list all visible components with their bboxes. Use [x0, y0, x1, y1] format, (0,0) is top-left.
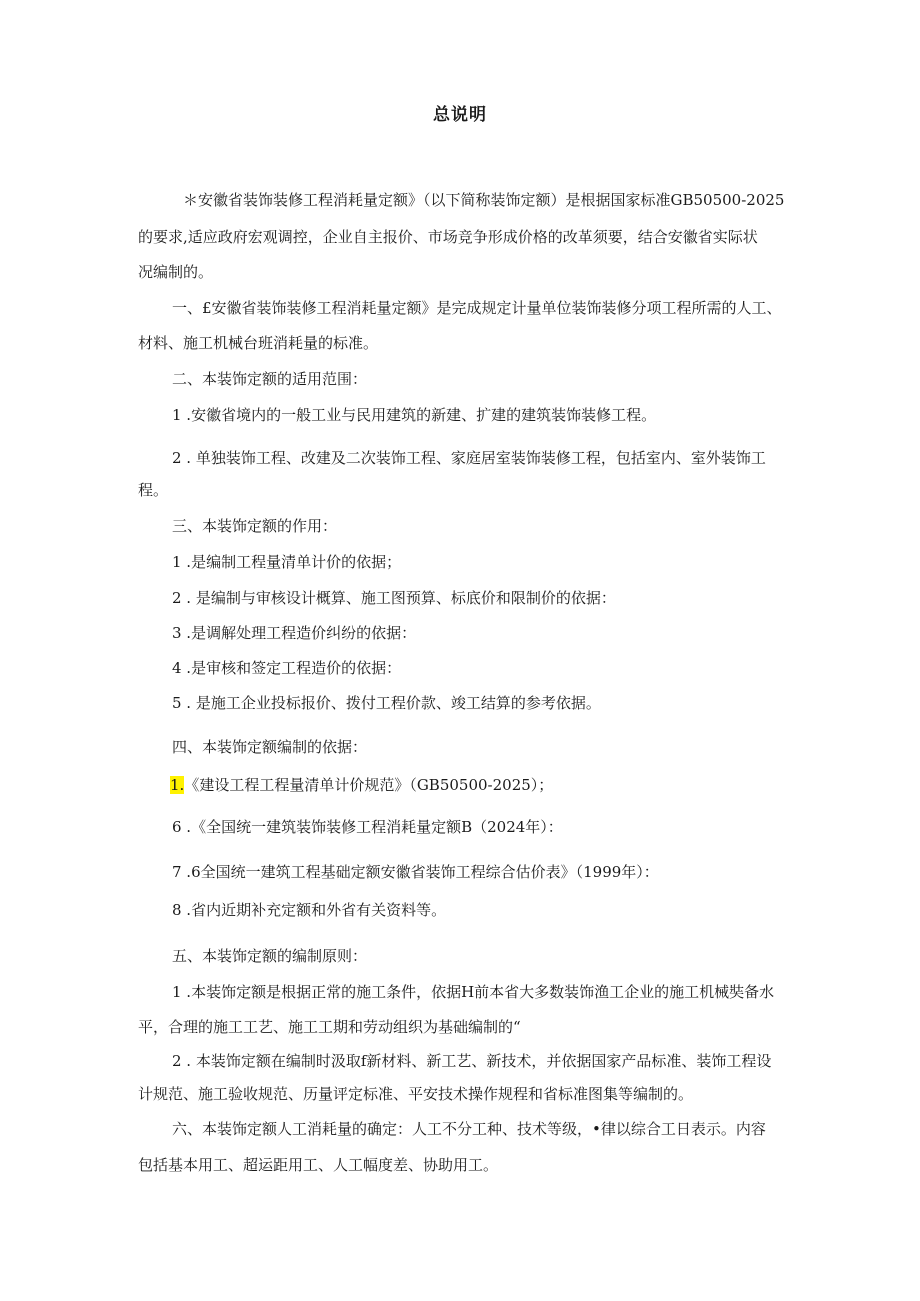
- section-1-line-2: 材料、施工机械台班消耗量的标准。: [138, 334, 379, 352]
- section-4-heading: 四、本装饰定额编制的依据：: [172, 738, 368, 756]
- section-2-item-2-line-1: 2 . 单独装饰工程、改建及二次装饰工程、家庭居室装饰装修工程，包括室内、室外装饰工: [172, 449, 766, 467]
- section-2-heading: 二、本装饰定额的适用范围：: [172, 370, 368, 388]
- section-4-item-1-text: 《建设工程工程量清单计价规范》（GB50500-2025）；: [184, 776, 554, 794]
- section-6-line-1: 六、本装饰定额人工消耗量的确定：人工不分工种、技术等级，•律以综合工日表示。内容: [172, 1120, 766, 1138]
- section-1-line-1: 一、£安徽省装饰装修工程消耗量定额》是完成规定计量单位装饰装修分项工程所需的人工、: [172, 299, 782, 317]
- section-5-item-1-line-1: 1 .本装饰定额是根据正常的施工条件，依据H前本省大多数装饰渔工企业的施工机械奘备水: [172, 983, 775, 1001]
- section-5-item-2-line-2: 计规范、施工验收规范、历量评定标准、平安技术操作规程和省标准图集等编制的。: [138, 1085, 694, 1103]
- section-3-item-4: 4 .是审核和签定工程造价的依据：: [172, 659, 402, 677]
- section-4-item-4: 8 .省内近期补充定额和外省有关资料等。: [172, 901, 447, 919]
- section-6-line-2: 包括基本用工、超运距用工、人工幅度差、协助用工。: [138, 1156, 499, 1174]
- highlighted-number: 1.: [170, 776, 185, 794]
- section-5-item-2-line-1: 2 . 本装饰定额在编制时汲取f新材料、新工艺、新技术，并依据国家产品标准、装饰工程设: [172, 1052, 772, 1070]
- section-5-heading: 五、本装饰定额的编制原则：: [172, 947, 368, 965]
- intro-line-1: ＊安徽省装饰装修工程消耗量定额》（以下简称装饰定额）是根据国家标准GB50500-2025: [183, 191, 785, 209]
- page-title: 总说明: [433, 105, 487, 125]
- section-3-heading: 三、本装饰定额的作用：: [172, 517, 338, 535]
- section-4-item-1: [170, 775, 553, 795]
- intro-line-3: 况编制的。: [138, 263, 214, 281]
- intro-line-2: 的要求,适应政府宏观调控，企业自主报价、市场竞争形成价格的改革须要，结合安徽省实际状: [138, 228, 758, 246]
- section-5-item-1-line-2: 平，合理的施工工艺、施工工期和劳动组织为基础编制的“: [138, 1018, 521, 1036]
- section-2-item-2-line-2: 程。: [138, 481, 169, 499]
- section-4-item-3: 7 .6全国统一建筑工程基础定额安徽省装饰工程综合估价表》（1999年）：: [172, 863, 659, 881]
- section-2-item-1: 1 .安徽省境内的一般工业与民用建筑的新建、扩建的建筑装饰装修工程。: [172, 406, 657, 424]
- section-3-item-3: 3 .是调解处理工程造价纠纷的依据：: [172, 624, 417, 642]
- section-3-item-2: 2 . 是编制与审核设计概算、施工图预算、标底价和限制价的依据：: [172, 589, 616, 607]
- section-4-item-2: 6 .《全国统一建筑装饰装修工程消耗量定额B（2024年）：: [172, 818, 563, 836]
- section-3-item-5: 5 . 是施工企业投标报价、拨付工程价款、竣工结算的参考依据。: [172, 694, 601, 712]
- section-3-item-1: 1 .是编制工程量清单计价的依据；: [172, 553, 402, 571]
